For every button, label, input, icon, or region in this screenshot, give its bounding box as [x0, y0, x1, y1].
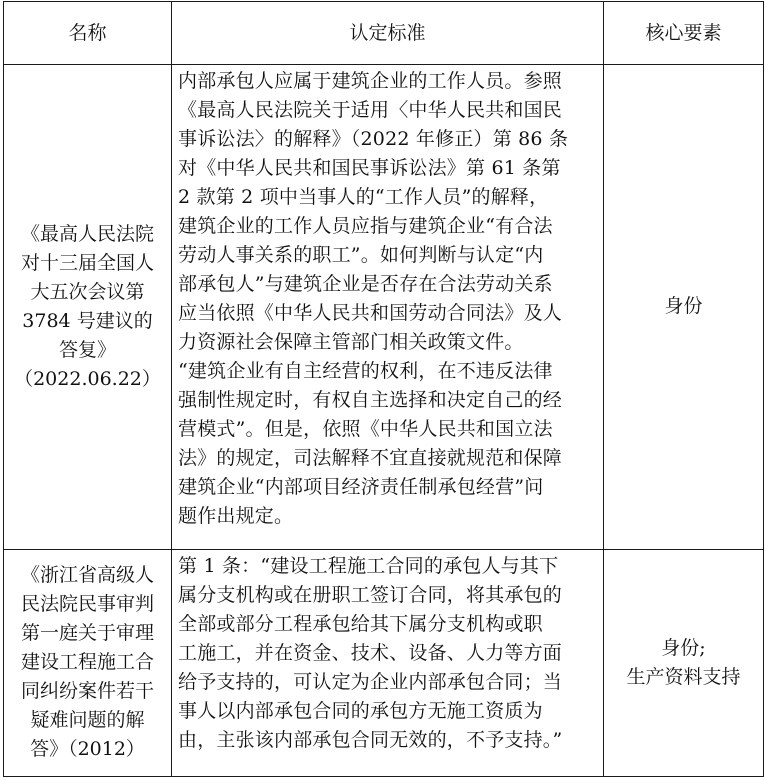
core-line: 生产资料支持 — [626, 665, 741, 688]
standard-line: 题作出规定。 — [178, 505, 294, 527]
standard-line: 属分支机构或在册职工签订合同，将其承包的 — [178, 583, 563, 606]
standard-line: 力资源社会保障主管部门相关政策文件。 — [178, 331, 524, 353]
header-core: 核心要素 — [604, 2, 764, 65]
row-2-standard-cell — [172, 549, 604, 776]
standard-line: 应当依照《中华人民共和国劳动合同法》及人 — [178, 302, 563, 324]
name-line: 疑难问题的解 — [30, 709, 145, 732]
standard-line: 建筑企业“内部项目经济责任制承包经营”问 — [178, 476, 544, 498]
standard-line: 法》的规定，司法解释不宜直接就规范和保障 — [178, 447, 563, 469]
standard-line: 劳动人事关系的职工”。如何判断与认定“内 — [178, 244, 544, 266]
name-line: 3784 号建议的 — [22, 309, 153, 332]
name-line: 答复》 — [58, 338, 116, 361]
name-line: 同纠纷案件若干 — [20, 680, 154, 703]
header-row — [4, 2, 764, 65]
standard-line: 第 1 条：“建设工程施工合同的承包人与其下 — [178, 554, 559, 577]
name-line: 答》（2012） — [30, 738, 145, 761]
name-line: 建设工程施工合 — [20, 651, 154, 674]
standard-line: 《最高人民法院关于适用〈中华人民共和国民 — [178, 99, 563, 121]
row-2-core-cell — [604, 549, 764, 776]
name-line: 《最高人民法院 — [20, 222, 154, 245]
name-line: 对十三届全国人 — [20, 251, 154, 274]
name-line: 民法院民事审判 — [20, 593, 154, 616]
core-line: 身份; — [661, 636, 706, 659]
core-line: 身份 — [664, 295, 703, 318]
row-1-standard-cell — [172, 65, 604, 550]
standard-line: 给予支持的，可认定为企业内部承包合同；当 — [178, 670, 563, 693]
row-1-core-cell — [604, 65, 764, 550]
name-line: 第一庭关于审理 — [20, 622, 154, 645]
standard-line: 建筑企业的工作人员应指与建筑企业“有合法 — [178, 215, 553, 237]
name-line: 《浙江省高级人 — [20, 564, 154, 587]
row-1-name-cell — [4, 65, 172, 550]
standard-line: 强制性规定时，有权自主选择和决定自己的经 — [178, 389, 563, 411]
standard-line: 2 款第 2 项中当事人的“工作人员”的解释， — [178, 186, 549, 208]
name-line: （2022.06.22） — [14, 367, 161, 390]
standard-line: 工施工，并在资金、技术、设备、人力等方面 — [178, 641, 563, 664]
standard-line: 内部承包人应属于建筑企业的工作人员。参照 — [178, 70, 563, 92]
legal-standards-table — [3, 1, 764, 777]
table-row — [4, 65, 764, 550]
standard-line: “建筑企业有自主经营的权利，在不违反法律 — [178, 360, 553, 382]
table-row — [4, 549, 764, 776]
standard-line: 对《中华人民共和国民事诉讼法》第 61 条第 — [178, 157, 561, 179]
standard-line: 营模式”。但是，依照《中华人民共和国立法 — [178, 418, 553, 440]
standard-line: 全部或部分工程承包给其下属分支机构或职 — [178, 612, 543, 635]
row-2-name-cell — [4, 549, 172, 776]
name-line: 大五次会议第 — [30, 280, 145, 303]
standard-line: 事人以内部承包合同的承包方无施工资质为 — [178, 699, 543, 722]
header-standard: 认定标准 — [172, 2, 604, 65]
header-name: 名称 — [4, 2, 172, 65]
standard-line: 部承包人”与建筑企业是否存在合法劳动关系 — [178, 273, 553, 295]
standard-line: 由，主张该内部承包合同无效的，不予支持。” — [178, 728, 563, 751]
standard-line: 事诉讼法〉的解释》（2022 年修正）第 86 条 — [178, 128, 569, 150]
